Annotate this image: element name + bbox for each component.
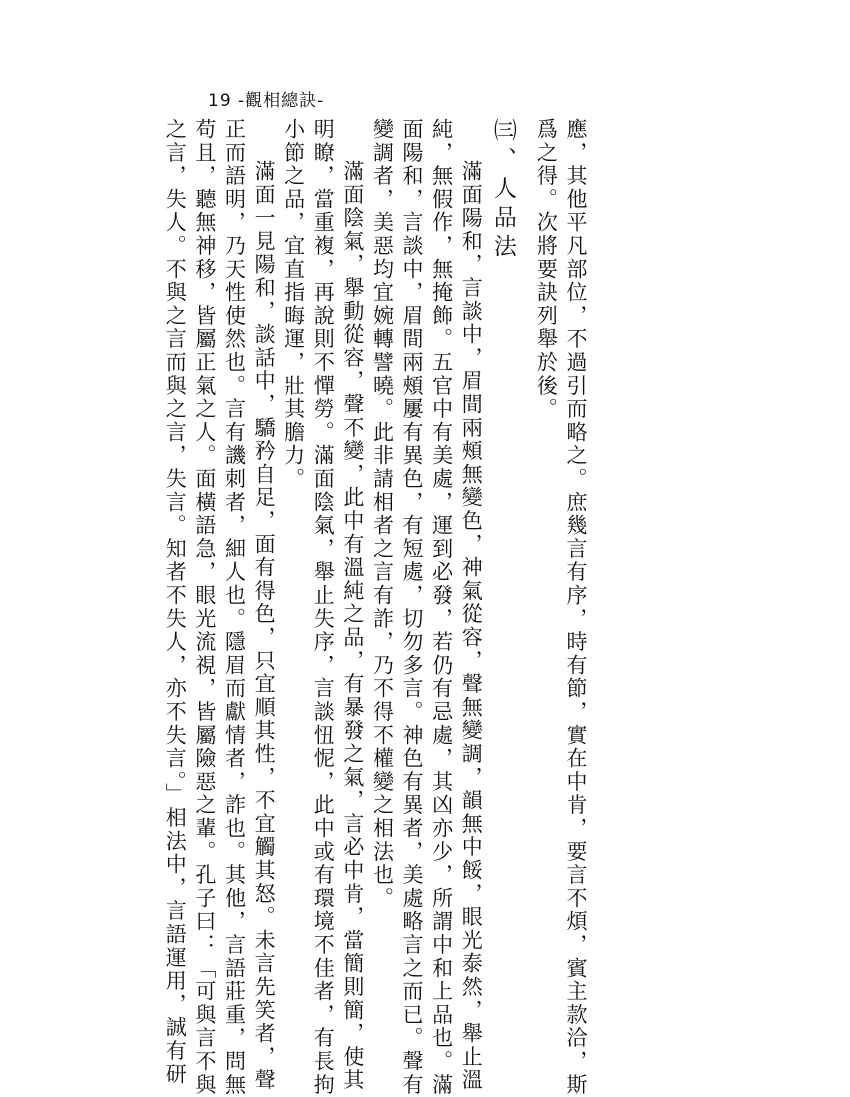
text-line: 純，無假作，無掩飾。五官中有美處，運到必發，若仍有忌處，其凶亦少，所謂中和上品也。滿: [429, 118, 454, 1097]
text-line: 應，其他平凡部位，不過引而略之。庶幾言有序，時有節，實在中肯，要言不煩，賓主款洽，斯: [564, 118, 588, 1097]
section-heading: ㈢、人品法: [489, 118, 516, 263]
text-line: 變調者，美惡均宜婉轉譬曉。此非請相者之言有詐，乃不得不權變之相法也。: [370, 118, 395, 911]
text-line: 滿面一見陽和，談話中，驕矜自足，面有得色，只宜順其性，不宜觸其怒。未言先笑者，聲: [252, 160, 277, 1092]
body-text: [163, 118, 590, 1097]
text-line: 爲之得。次將要訣列舉於後。: [534, 118, 559, 421]
spacer: [519, 118, 531, 818]
page-header: 19 -觀相總訣-: [208, 91, 325, 111]
text-line: 之言，失人。不與之言而與之言，失言。知者不失人，亦不失言。」相法中，言語運用，誠有研: [163, 118, 188, 1087]
text-line: 小節之品，宜直指晦運，壯其膽力。: [281, 118, 306, 491]
text-line: 苟且，聽無神移，皆屬正氣之人。面橫語急，眼光流視，皆屬險惡之輩。孔子曰：「可與言不與: [192, 118, 217, 1097]
text-line: 正而語明，乃天性使然也。言有譏刺者，細人也。隱眉而獻情者，詐也。其他，言語莊重，問無: [222, 118, 247, 1097]
text-line: 滿面陽和，言談中，眉間兩頰無變色，神氣從容，聲無變調，韻無中餒，眼光泰然，舉止溫: [459, 160, 484, 1092]
text-line: 明瞭，當重複，再說則不憚勞。滿面陰氣，舉止失序，言談忸怩，此中或有環境不佳者，有長拘: [311, 118, 336, 1097]
text-line: 面陽和，言談中，眉間兩頰屢有異色，有短處，切勿多言。神色有異者，美處略言之而已。聲有: [400, 118, 425, 1097]
text-line: 滿面陰氣，舉動從容，聲不變，此中有溫純之品，有暴發之氣，言必中肯，當簡則簡，使其: [340, 160, 365, 1092]
